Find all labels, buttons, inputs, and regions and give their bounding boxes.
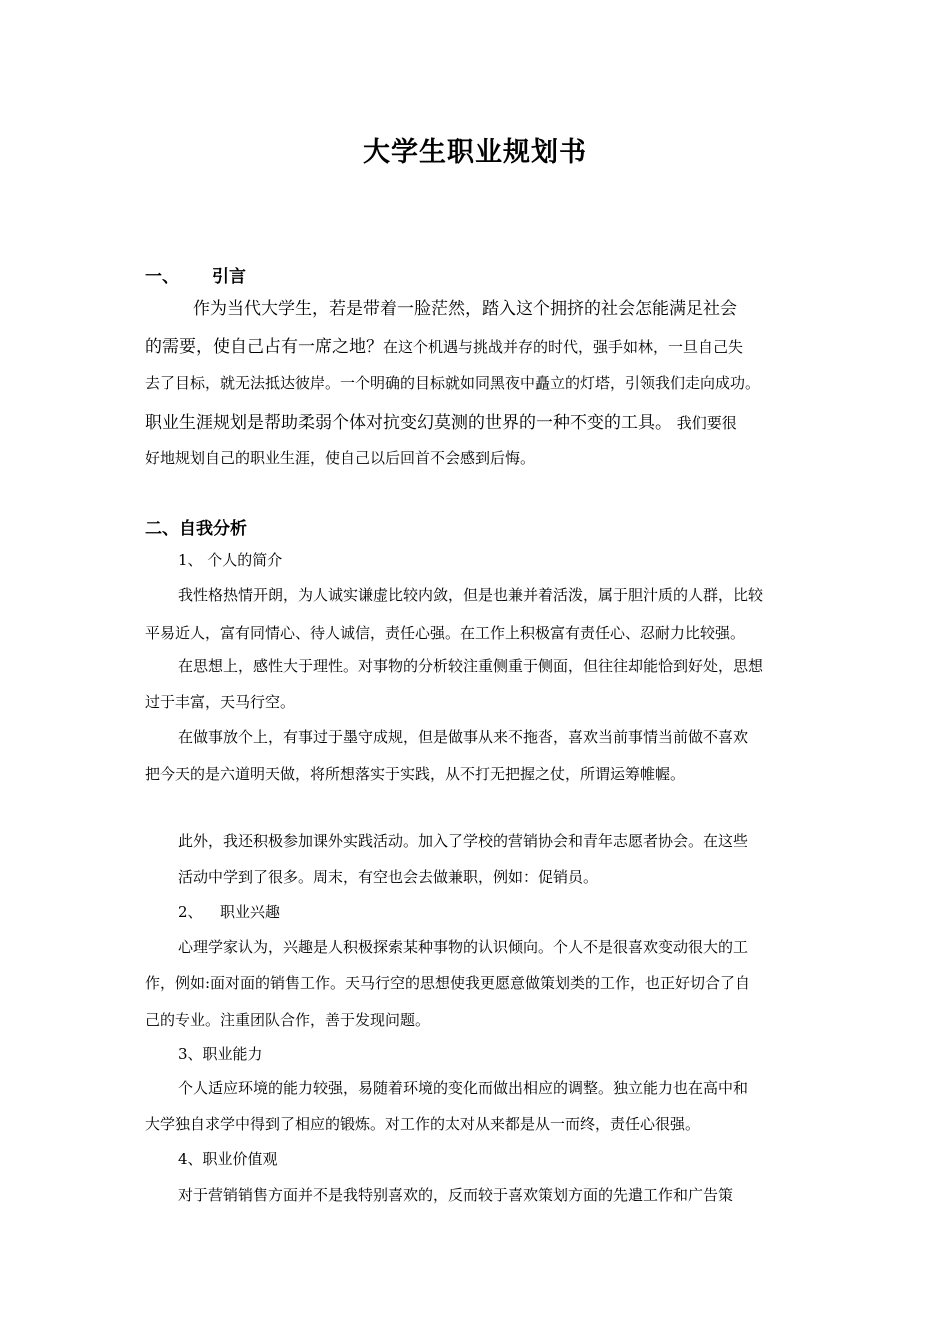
paragraph-line: 把今天的是六道明天做，将所想落实于实践，从不打无把握之仗，所谓运筹帷幄。 [145,765,686,783]
paragraph-line: 我性格热情开朗，为人诚实谦虚比较内敛，但是也兼并着活泼，属于胆汁质的人群，比较 [178,586,764,604]
paragraph-line [145,408,737,433]
text-run: 职业生涯规划是帮助柔弱个体对抗变幻莫测的世界的一种不变的工具。 [145,413,672,433]
paragraph-line: 作为当代大学生，若是带着一脸茫然，踏入这个拥挤的社会怎能满足社会 [193,299,737,319]
document-title: 大学生职业规划书 [363,137,587,168]
subsection-heading [178,901,280,922]
text-run: 的需要，使自己占有一席之地？ [145,337,383,357]
paragraph-line: 去了目标，就无法抵达彼岸。一个明确的目标就如同黑夜中矗立的灯塔，引领我们走向成功。 [145,374,761,392]
subsection-label: 职业兴趣 [220,903,281,921]
paragraph-line: 对于营销销售方面并不是我特别喜欢的，反而较于喜欢策划方面的先遣工作和广告策 [178,1186,734,1204]
paragraph-line: 作，例如:面对面的销售工作。天马行空的思想使我更愿意做策划类的工作，也正好切合了自 [145,974,751,992]
paragraph-line: 个人适应环境的能力较强，易随着环境的变化而做出相应的调整。独立能力也在高中和 [178,1079,749,1097]
paragraph-line: 己的专业。注重团队合作，善于发现问题。 [145,1011,431,1029]
paragraph-line: 大学独自求学中得到了相应的锻炼。对工作的太对从来都是从一而终，责任心很强。 [145,1115,701,1133]
paragraph-line: 好地规划自己的职业生涯，使自己以后回首不会感到后悔。 [145,449,536,467]
text-run: 在这个机遇与挑战并存的时代，强手如林，一旦自己失 [383,338,744,356]
subsection-heading: 4、职业价值观 [178,1150,278,1168]
paragraph-line: 活动中学到了很多。周末，有空也会去做兼职，例如：促销员。 [178,868,599,886]
section-heading-self-analysis: 二、自我分析 [145,519,247,539]
paragraph-line: 在做事放个上，有事过于墨守成规，但是做事从来不拖沓，喜欢当前事情当前做不喜欢 [178,728,749,746]
section-heading-intro [145,262,246,287]
paragraph-line: 在思想上，感性大于理性。对事物的分析较注重侧重于侧面，但往往却能恰到好处，思想 [178,657,764,675]
subsection-heading: 3、职业能力 [178,1045,263,1063]
subsection-number: 2、 [178,903,203,921]
text-run: 我们要很 [672,414,737,432]
section-title: 引言 [212,267,246,287]
subsection-heading: 1、 个人的简介 [178,551,283,569]
paragraph-line: 此外，我还积极参加课外实践活动。加入了学校的营销协会和青年志愿者协会。在这些 [178,832,749,850]
paragraph-line: 心理学家认为，兴趣是人积极探索某种事物的认识倾向。个人不是很喜欢变动很大的工 [178,938,749,956]
paragraph-line: 平易近人，富有同情心、待人诚信，责任心强。在工作上积极富有责任心、忍耐力比较强。 [145,624,746,642]
paragraph-line: 过于丰富，天马行空。 [145,693,296,711]
paragraph-line [145,332,743,357]
section-number: 一、 [145,267,179,287]
